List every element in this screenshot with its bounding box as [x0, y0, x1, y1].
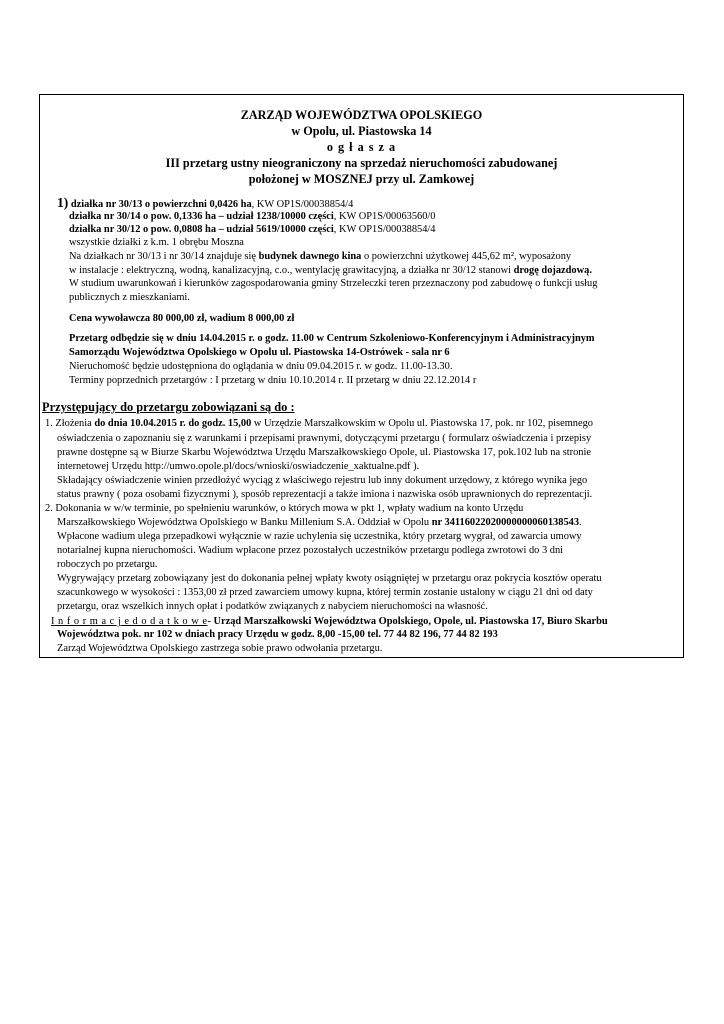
study-line-2: publicznych z mieszkaniami.: [69, 292, 190, 303]
obligation-1: 1. Złożenia do dnia 10.04.2015 r. do godz. 15,00 w Urzędzie Marszałkowskim w Opolu ul. Piastowska 17, pok. nr 102, pisemnego: [45, 418, 593, 429]
installations: w instalacje : elektryczną, wodną, kanalizacyjną, c.o., wentylację grawitacyjną, a działka nr 30/12 stanowi drogę dojazdową.: [69, 265, 592, 276]
info-line-2: Województwa pok. nr 102 w dniach pracy Urzędu w godz. 8,00 -15,00 tel. 77 44 82 196, 77 44 82 193: [57, 629, 498, 640]
obligation-1-line-3: prawne dostępne są w Biurze Skarbu Województwa Urzędu Marszałkowskiego Opole, ul. Piastowska 17, pok.102 lub na stronie: [57, 447, 591, 458]
obligation-1-line-5: Składający oświadczenie winien przedłożyć wyciąg z właściwego rejestru lub inny dokument urzędowy, z którego wynika jego: [57, 475, 588, 486]
info-label: I n f o r m a c j e d o d a t k o w e: [51, 616, 208, 627]
study-line-1: W studium uwarunkowań i kierunków zagospodarowania gminy Strzeleczki teren przeznaczony pod zabudowę o funkcji usług: [69, 278, 598, 289]
price: Cena wywoławcza 80 000,00 zł, wadium 8 000,00 zł: [69, 313, 295, 324]
obligation-1-line-2: oświadczenia o zapoznaniu się z warunkami i przepisami prawnymi, dotyczącymi przetargu ( formularz oświadczenia i przepisy: [57, 433, 592, 444]
all-parcels: wszystkie działki z k.m. 1 obrębu Moszna: [69, 237, 244, 248]
header-address: w Opolu, ul. Piastowska 14: [291, 124, 432, 138]
obligations-heading: Przystępujący do przetargu zobowiązani są do :: [42, 400, 295, 414]
parcel-3: działka nr 30/12 o pow. 0,0808 ha – udział 5619/10000 części, KW OP1S/00038854/4: [69, 224, 436, 235]
obligation-2-line-2: Marszałkowskiego Województwa Opolskiego w Banku Millenium S.A. Oddział w Opolu nr 34116022020000000060138543.: [57, 517, 582, 528]
header-announces: o g ł a s z a: [326, 140, 397, 154]
header-office: ZARZĄD WOJEWÓDZTWA OPOLSKIEGO: [240, 108, 483, 122]
obligation-2-line-8: przetargu, oraz wszelkich innych opłat i podatków związanych z nabyciem nieruchomości na własność.: [57, 601, 488, 612]
parcel-2: działka nr 30/14 o pow. 0,1336 ha – udział 1238/10000 części, KW OP1S/00063560/0: [69, 211, 436, 222]
header-title: III przetarg ustny nieograniczony na sprzedaż nieruchomości zabudowanej: [165, 156, 558, 170]
auction-line-1: Przetarg odbędzie się w dniu 14.04.2015 r. o godz. 11.00 w Centrum Szkoleniowo-Konferencyjnym i Administracyjnym: [69, 333, 595, 344]
info-line-1: I n f o r m a c j e d o d a t k o w e- Urząd Marszałkowski Województwa Opolskiego, Opole, ul. Piastowska 17, Biuro Skarbu: [51, 616, 608, 627]
obligation-1-line-6: status prawny ( poza osobami fizycznymi ), sposób reprezentacji a także imiona i nazwiska osób uprawnionych do reprezentacji.: [57, 489, 593, 500]
parcel-1: 1) działka nr 30/13 o powierzchni 0,0426 ha, KW OP1S/00038854/4: [57, 195, 354, 210]
bank-account-number: nr 34116022020000000060138543: [431, 517, 580, 528]
obligation-2-line-3: Wpłacone wadium ulega przepadkowi wyłącznie w razie uchylenia się uczestnika, który przetarg wygrał, od zawarcia umowy: [57, 531, 582, 542]
info-line-3: Zarząd Województwa Opolskiego zastrzega sobie prawo odwołania przetargu.: [57, 643, 383, 654]
obligation-2: 2. Dokonania w w/w terminie, po spełnieniu warunków, o których mowa w pkt 1, wpłaty wadium na konto Urzędu: [45, 503, 524, 514]
announcement-frame: [39, 94, 684, 658]
viewing-date: Nieruchomość będzie udostępniona do oglądania w dniu 09.04.2015 r. w godz. 11.00-13.30.: [69, 361, 453, 372]
obligation-2-line-4: notarialnej kupna nieruchomości. Wadium wpłacone przez pozostałych uczestników przetargu podlega zwrotowi do 3 dni: [57, 545, 564, 556]
obligation-2-line-5: roboczych po przetargu.: [57, 559, 158, 570]
building-description: Na działkach nr 30/13 i nr 30/14 znajduje się budynek dawnego kina o powierzchni użytkowej 445,62 m², wyposażony: [69, 251, 572, 262]
auction-line-2: Samorządu Województwa Opolskiego w Opolu ul. Piastowska 14-Ostrówek - sala nr 6: [69, 347, 450, 358]
header-location: położonej w MOSZNEJ przy ul. Zamkowej: [248, 172, 475, 186]
obligation-2-line-6: Wygrywający przetarg zobowiązany jest do dokonania pełnej wpłaty kwoty osiągniętej w przetargu oraz pokrycia kosztów operatu: [57, 573, 602, 584]
obligation-1-line-4: internetowej Urzędu http://umwo.opole.pl/docs/wnioski/oswiadczenie_xaktualne.pdf ).: [57, 461, 420, 472]
item-number: 1): [57, 195, 69, 210]
previous-auctions: Terminy poprzednich przetargów : I przetarg w dniu 10.10.2014 r. II przetarg w dniu 22.12.2014 r: [69, 375, 477, 386]
obligation-2-line-7: szacunkowego w wysokości : 1353,00 zł przed zawarciem umowy kupna, której termin zostanie ustalony w ciągu 21 dni od daty: [57, 587, 593, 598]
